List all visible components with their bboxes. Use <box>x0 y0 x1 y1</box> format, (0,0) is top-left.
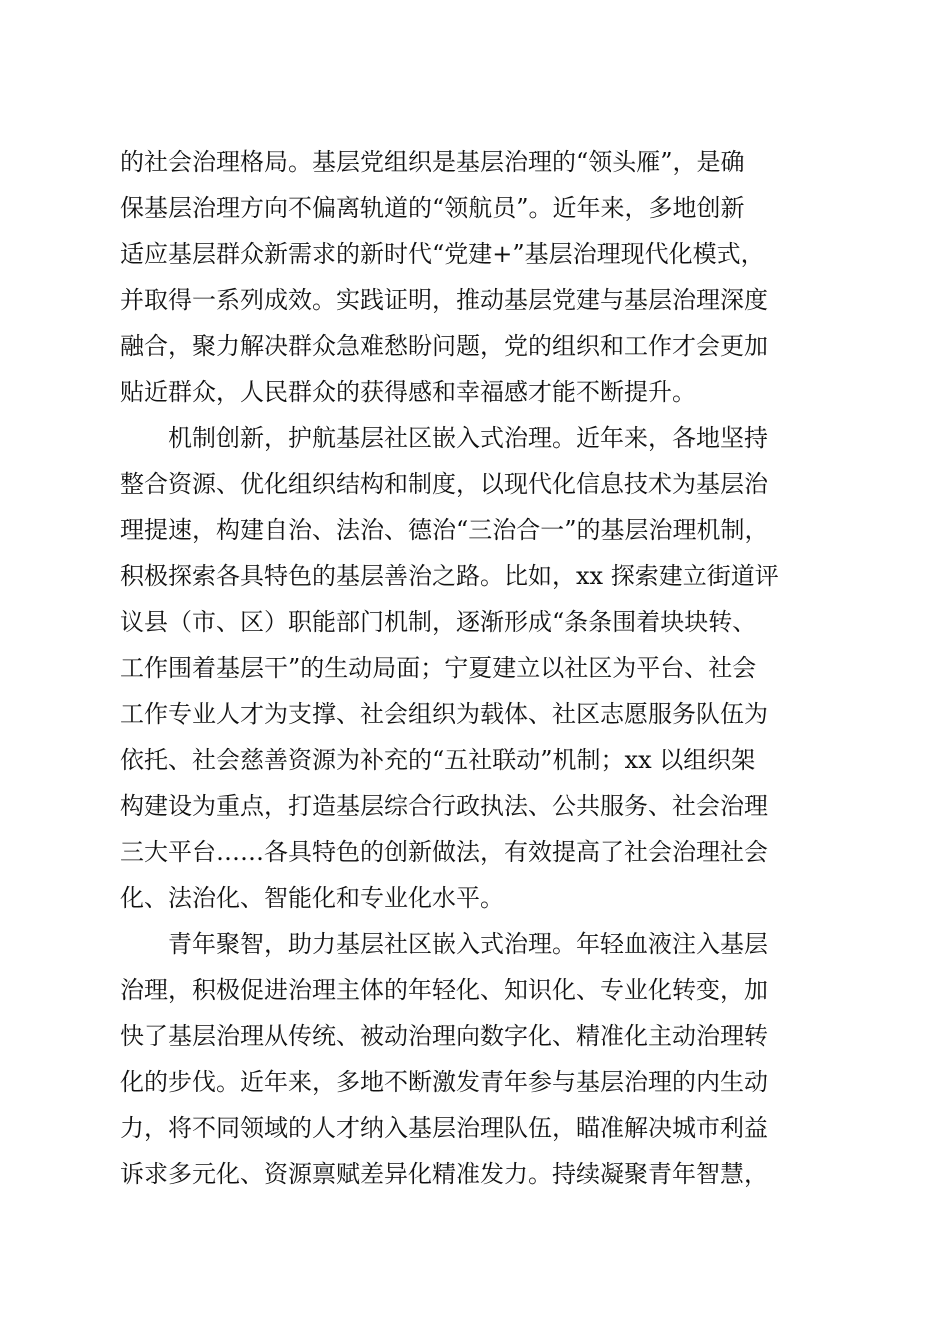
text-line: 保基层治理方向不偏离轨道的“领航员”。近年来，多地创新 <box>120 194 745 222</box>
text-line: 贴近群众，人民群众的获得感和幸福感才能不断提升。 <box>120 378 696 406</box>
text-line: 工作专业人才为支撑、社会组织为载体、社区志愿服务队伍为 <box>120 700 768 728</box>
text-line: 青年聚智，助力基层社区嵌入式治理。年轻血液注入基层 <box>168 930 768 958</box>
paragraph-1 <box>120 139 832 415</box>
text-line: 的社会治理格局。基层党组织是基层治理的“领头雁”，是确 <box>120 148 745 176</box>
text-line: 融合，聚力解决群众急难愁盼问题，党的组织和工作才会更加 <box>120 332 768 360</box>
text-line: 三大平台……各具特色的创新做法，有效提高了社会治理社会 <box>120 838 768 866</box>
text-line: 议县（市、区）职能部门机制，逐渐形成“条条围着块块转、 <box>120 608 757 636</box>
text-line: 化、法治化、智能化和专业化水平。 <box>120 884 504 912</box>
text-line: 治理，积极促进治理主体的年轻化、知识化、专业化转变，加 <box>120 976 768 1004</box>
text-line: 构建设为重点，打造基层综合行政执法、公共服务、社会治理 <box>120 792 768 820</box>
text-line: 整合资源、优化组织结构和制度，以现代化信息技术为基层治 <box>120 470 768 498</box>
paragraph-2 <box>120 415 832 921</box>
text-line: 快了基层治理从传统、被动治理向数字化、精准化主动治理转 <box>120 1022 768 1050</box>
text-line: 并取得一系列成效。实践证明，推动基层党建与基层治理深度 <box>120 286 768 314</box>
paragraph-3 <box>120 921 832 1197</box>
text-line: 诉求多元化、资源禀赋差异化精准发力。持续凝聚青年智慧， <box>120 1160 768 1188</box>
text-line: 机制创新，护航基层社区嵌入式治理。近年来，各地坚持 <box>168 424 768 452</box>
text-line: 工作围着基层干”的生动局面；宁夏建立以社区为平台、社会 <box>120 654 757 682</box>
text-line: 理提速，构建自治、法治、德治“三治合一”的基层治理机制， <box>120 516 769 544</box>
text-line: 积极探索各具特色的基层善治之路。比如，xx 探索建立街道评 <box>120 562 779 590</box>
text-line: 力，将不同领域的人才纳入基层治理队伍，瞄准解决城市利益 <box>120 1114 768 1142</box>
text-line: 化的步伐。近年来，多地不断激发青年参与基层治理的内生动 <box>120 1068 768 1096</box>
text-line: 依托、社会慈善资源为补充的“五社联动”机制；xx 以组织架 <box>120 746 756 774</box>
body-text <box>120 139 832 1197</box>
text-line: 适应基层群众新需求的新时代“党建+”基层治理现代化模式， <box>120 240 765 268</box>
